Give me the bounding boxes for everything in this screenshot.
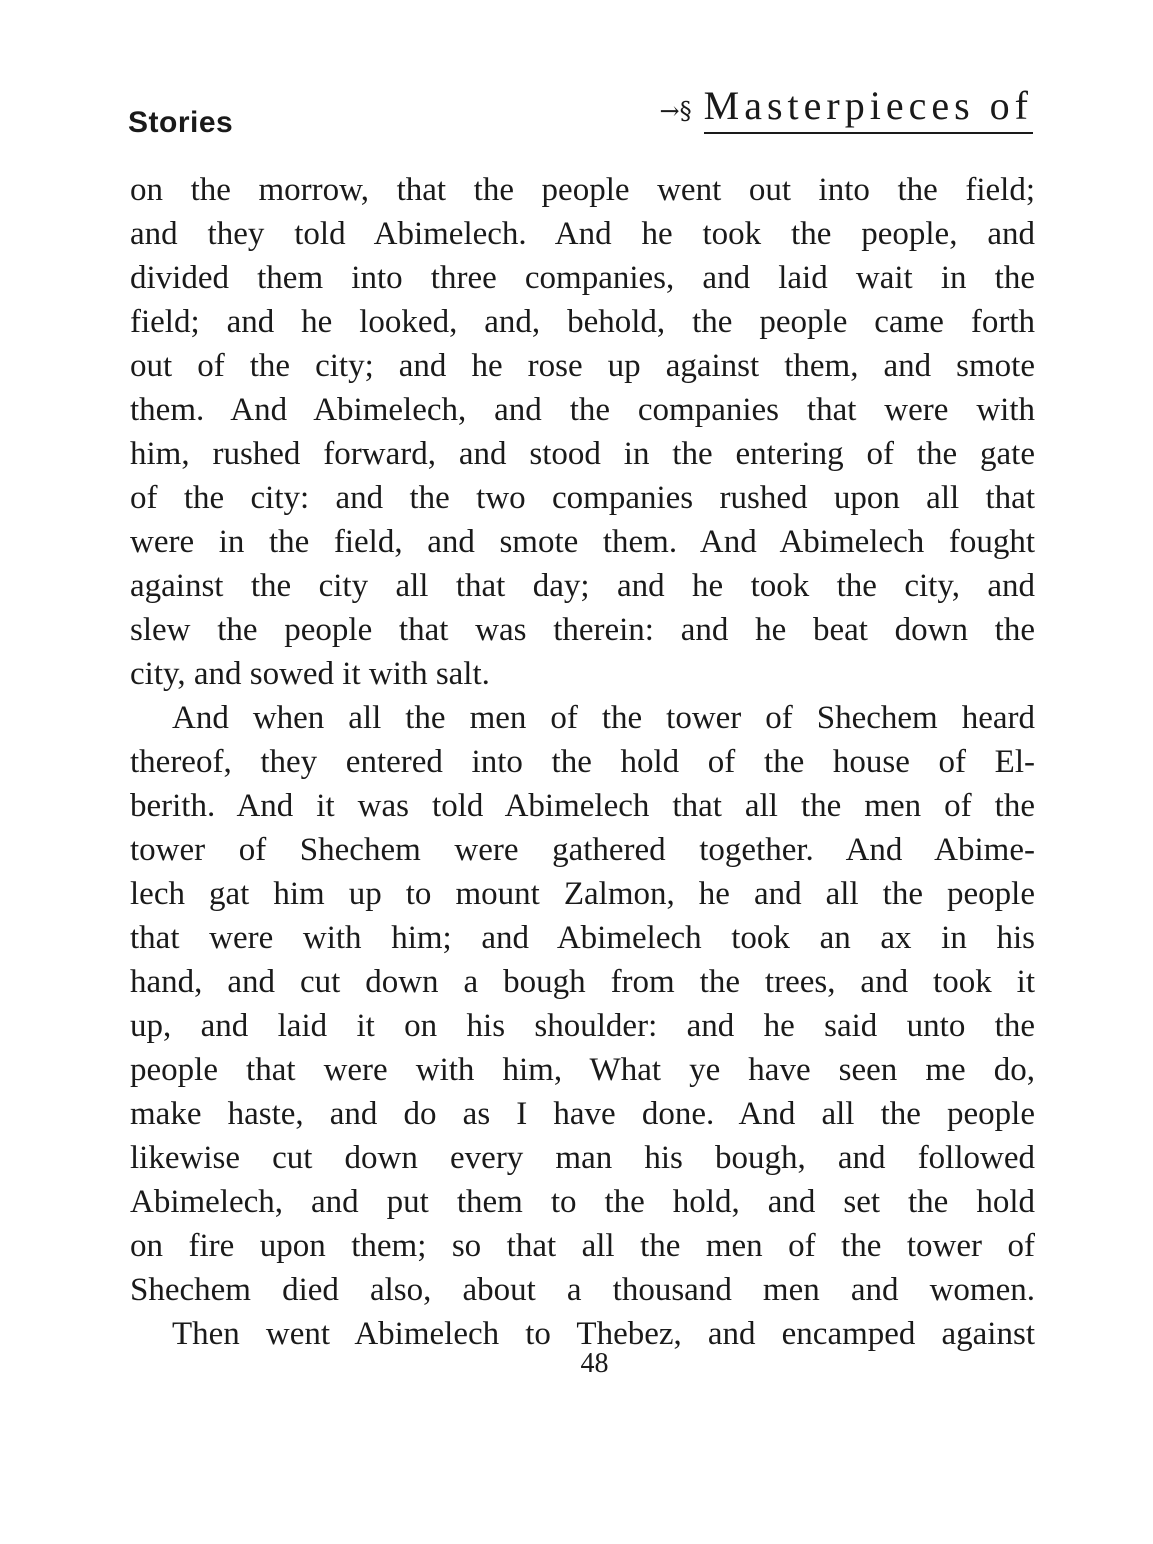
running-title: Masterpieces of bbox=[704, 86, 1033, 134]
body-text bbox=[130, 168, 1035, 1356]
text-line: people that were with him, What ye have seen me do, bbox=[130, 1052, 1035, 1088]
text-line: were in the field, and smote them. And Abimelech fought bbox=[130, 524, 1035, 560]
text-line: thereof, they entered into the hold of the house of El- bbox=[130, 744, 1035, 780]
text-line: that were with him; and Abimelech took an ax in his bbox=[130, 920, 1035, 956]
page-header bbox=[128, 80, 1033, 140]
running-title-block bbox=[659, 83, 1033, 134]
text-line: berith. And it was told Abimelech that all the men of the bbox=[130, 788, 1035, 824]
text-line: him, rushed forward, and stood in the entering of the gate bbox=[130, 436, 1035, 472]
text-line: hand, and cut down a bough from the trees, and took it bbox=[130, 964, 1035, 1000]
text-line: divided them into three companies, and laid wait in the bbox=[130, 260, 1035, 296]
text-line: slew the people that was therein: and he beat down the bbox=[130, 612, 1035, 648]
text-line: field; and he looked, and, behold, the people came forth bbox=[130, 304, 1035, 340]
ornament-icon: →§ bbox=[659, 97, 692, 125]
text-line: make haste, and do as I have done. And all the people bbox=[130, 1096, 1035, 1132]
page-number: 48 bbox=[580, 1348, 609, 1379]
text-line: on the morrow, that the people went out into the field; bbox=[130, 172, 1035, 208]
text-line: and they told Abimelech. And he took the people, and bbox=[130, 216, 1035, 252]
text-line: likewise cut down every man his bough, and followed bbox=[130, 1140, 1035, 1176]
text-line: tower of Shechem were gathered together. And Abime- bbox=[130, 832, 1035, 868]
text-line: out of the city; and he rose up against them, and smote bbox=[130, 348, 1035, 384]
text-line: them. And Abimelech, and the companies that were with bbox=[130, 392, 1035, 428]
text-line: And when all the men of the tower of Shechem heard bbox=[172, 700, 1035, 736]
text-line: Then went Abimelech to Thebez, and encamped against bbox=[172, 1316, 1035, 1352]
text-line: against the city all that day; and he took the city, and bbox=[130, 568, 1035, 604]
text-line: up, and laid it on his shoulder: and he said unto the bbox=[130, 1008, 1035, 1044]
text-line: city, and sowed it with salt. bbox=[130, 656, 490, 692]
text-line: Shechem died also, about a thousand men and women. bbox=[130, 1272, 1035, 1308]
text-line: Abimelech, and put them to the hold, and set the hold bbox=[130, 1184, 1035, 1220]
text-line: lech gat him up to mount Zalmon, he and all the people bbox=[130, 876, 1035, 912]
text-line: of the city: and the two companies rushed upon all that bbox=[130, 480, 1035, 516]
text-line: on fire upon them; so that all the men of the tower of bbox=[130, 1228, 1035, 1264]
running-head: Stories bbox=[128, 106, 234, 139]
